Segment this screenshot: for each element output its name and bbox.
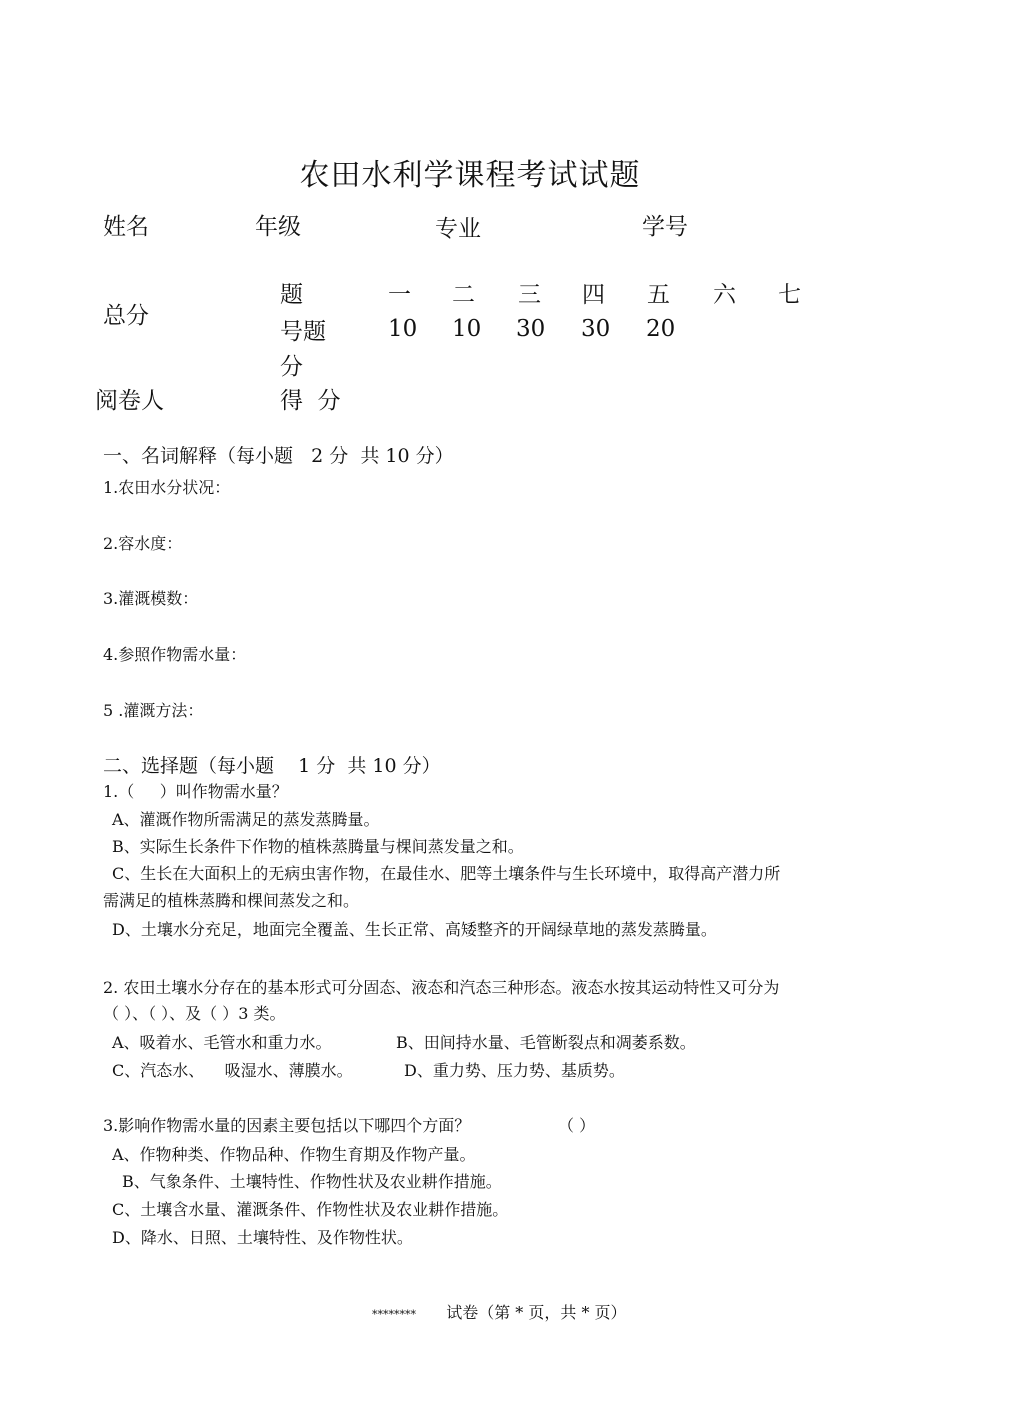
total-score-label: 总分 xyxy=(103,303,149,329)
option-a: A、作物种类、作物品种、作物生育期及作物产量。 xyxy=(112,1145,476,1164)
question-number: 四 xyxy=(582,282,605,308)
option-b: B、气象条件、土壤特性、作物性状及农业耕作措施。 xyxy=(122,1172,502,1191)
question-score: 30 xyxy=(581,316,611,342)
major-label: 专业 xyxy=(435,216,481,242)
term-item: 4.参照作物需水量： xyxy=(103,645,247,664)
term-item: 2.容水度： xyxy=(103,534,183,553)
question-stem: 2. 农田土壤水分存在的基本形式可分固态、液态和汽态三种形态。液态水按其运动特性又可分为 xyxy=(103,978,780,997)
table-header-3: 分 xyxy=(280,354,303,380)
page-title: 农田水利学课程考试试题 xyxy=(299,158,641,193)
term-item: 5 .灌溉方法： xyxy=(103,701,204,720)
question-number: 七 xyxy=(778,282,801,308)
question-number: 三 xyxy=(518,282,541,308)
option-d: D、降水、日照、土壤特性、及作物性状。 xyxy=(112,1228,413,1247)
question-number: 一 xyxy=(388,282,411,308)
question-score: 30 xyxy=(516,316,546,342)
question-score: 10 xyxy=(388,316,418,342)
question-number: 六 xyxy=(713,282,736,308)
option-b: B、实际生长条件下作物的植株蒸腾量与棵间蒸发量之和。 xyxy=(112,837,524,856)
question-stem: 3.影响作物需水量的因素主要包括以下哪四个方面？ xyxy=(103,1116,471,1135)
id-label: 学号 xyxy=(642,214,688,240)
option-c: C、土壤含水量、灌溉条件、作物性状及农业耕作措施。 xyxy=(112,1200,509,1219)
question-score: 10 xyxy=(452,316,482,342)
page-footer xyxy=(372,1300,627,1323)
table-header-2: 号题 xyxy=(280,319,326,345)
option-c: C、生长在大面积上的无病虫害作物，在最佳水、肥等土壤条件与生长环境中，取得高产潜力所 xyxy=(112,864,781,883)
footer-page-info: 试卷（第 * 页，共 * 页） xyxy=(446,1303,627,1322)
option-d: D、重力势、压力势、基质势。 xyxy=(404,1061,625,1080)
term-item: 3.灌溉模数： xyxy=(103,589,199,608)
footer-stars: ******** xyxy=(372,1308,416,1321)
question-number: 五 xyxy=(647,282,670,308)
option-c-continued: 需满足的植株蒸腾和棵间蒸发之和。 xyxy=(103,891,360,910)
grade-label: 年级 xyxy=(255,214,301,240)
section-heading: 一、名词解释（每小题 2 分 共 10 分） xyxy=(103,445,454,467)
name-label: 姓名 xyxy=(103,214,149,240)
option-c: C、汽态水、 吸湿水、薄膜水。 xyxy=(112,1061,353,1080)
option-b: B、田间持水量、毛管断裂点和凋萎系数。 xyxy=(396,1033,696,1052)
question-stem: 1.（ ）叫作物需水量？ xyxy=(103,782,288,801)
answer-parentheses: （ ） xyxy=(558,1116,596,1135)
option-d: D、土壤水分充足，地面完全覆盖、生长正常、高矮整齐的开阔绿草地的蒸发蒸腾量。 xyxy=(112,920,717,939)
earned-score-label: 得 分 xyxy=(280,388,341,414)
option-a: A、灌溉作物所需满足的蒸发蒸腾量。 xyxy=(112,810,380,829)
question-score: 20 xyxy=(646,316,676,342)
question-number: 二 xyxy=(452,282,475,308)
term-item: 1.农田水分状况： xyxy=(103,478,231,497)
table-header-1: 题 xyxy=(280,282,303,308)
grader-label: 阅卷人 xyxy=(95,388,164,414)
section-heading: 二、选择题（每小题 1 分 共 10 分） xyxy=(103,755,441,777)
question-stem-continued: （ ）、（ ）、及（ ）3 类。 xyxy=(103,1004,286,1023)
option-a: A、吸着水、毛管水和重力水。 xyxy=(112,1033,332,1052)
